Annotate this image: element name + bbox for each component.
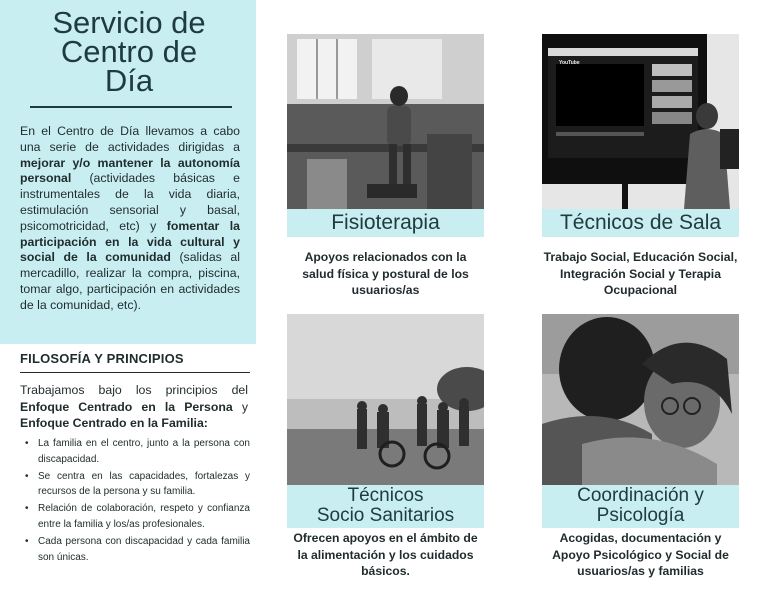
title-line: Servicio de [52, 5, 206, 40]
list-item: • La familia en el centro, junto a la persona con discapacidad. [20, 436, 250, 468]
page-title [14, 5, 244, 98]
room-technicians-photo [542, 34, 739, 209]
title-line: Día [104, 63, 154, 98]
philosophy-paragraph [20, 382, 248, 432]
title-line: Centro de [60, 34, 198, 69]
care-technicians-description: Ofrecen apoyos en el ámbito de la alimentación y los cuidados básicos. [293, 531, 478, 578]
care-technicians-title [287, 485, 484, 528]
intro-bold: mejorar y/o mantener la autonomía personal [20, 155, 240, 186]
coordination-description: Acogidas, documentación y Apoyo Psicológico y Social de usuarios/as y familias [552, 531, 729, 578]
physiotherapy-title: Fisioterapia [287, 209, 484, 237]
care-technicians-photo [287, 314, 484, 485]
coordination-photo [542, 314, 739, 485]
physiotherapy-description: Apoyos relacionados con la salud física y postural de los usuarios/as [302, 250, 469, 297]
title-line: Técnicos [347, 485, 424, 506]
youtube-logo: YouTube [559, 60, 580, 66]
title-line: Psicología [596, 505, 685, 526]
list-item: • Relación de colaboración, respeto y confianza entre la familia y los/as profesionales. [20, 501, 250, 533]
intro-paragraph [20, 124, 240, 314]
physiotherapy-photo [287, 34, 484, 209]
room-technicians-description: Trabajo Social, Educación Social, Integración Social y Terapia Ocupacional [543, 250, 738, 297]
room-technicians-title: Técnicos de Sala [542, 209, 739, 237]
philosophy-bold: Enfoque Centrado en la Familia: [20, 416, 208, 430]
principles-list [20, 436, 250, 566]
philosophy-text: y [232, 399, 248, 414]
list-item: • Cada persona con discapacidad y cada familia son únicas. [20, 534, 250, 566]
title-line: Coordinación y [577, 485, 704, 506]
title-line: Socio Sanitarios [316, 505, 455, 526]
title-divider [30, 106, 232, 108]
philosophy-divider [20, 372, 250, 373]
list-item: • Se centra en las capacidades, fortalezas y recursos de la persona y su familia. [20, 469, 250, 501]
intro-text: (salidas al mercadillo, realizar la compra, piscina, tomar algo, participación en actividades de la comunidad, etc). [20, 250, 240, 312]
philosophy-bold: Enfoque Centrado en la Persona [20, 399, 233, 414]
intro-bold: fomentar la participación en la vida cultural y social de la comunidad [20, 218, 240, 265]
philosophy-text: Trabajamos bajo los principios del [20, 383, 248, 397]
philosophy-heading: FILOSOFÍA Y PRINCIPIOS [20, 351, 184, 366]
intro-text: En el Centro de Día llevamos a cabo una serie de actividades dirigidas a [20, 124, 240, 154]
coordination-title [542, 485, 739, 528]
intro-text: (actividades básicas e instrumentales de la vida diaria, estimulación sensorial y basal, psicomotricidad, etc) y [20, 171, 240, 233]
